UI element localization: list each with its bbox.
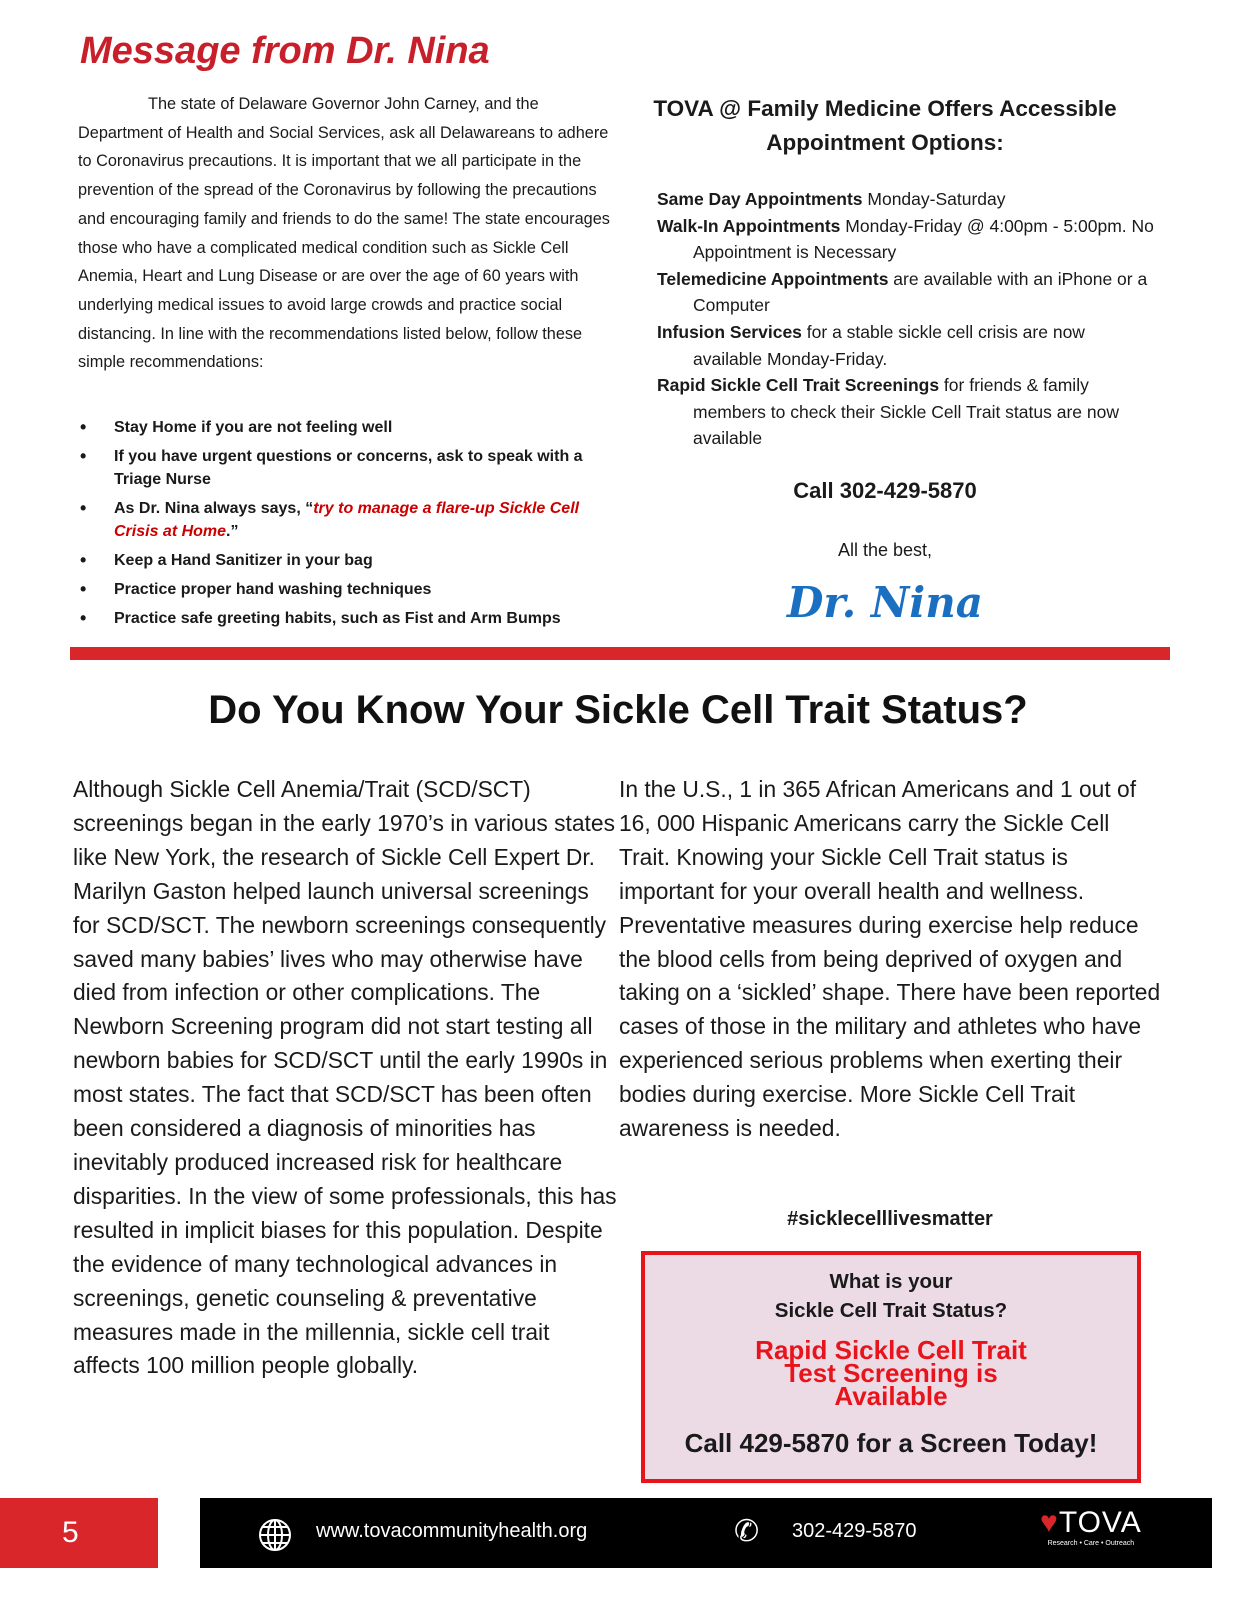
closing: All the best, <box>837 540 933 560</box>
appointment-item <box>657 319 1157 372</box>
item-text: are available with an iPhone or a Computer <box>693 268 1148 316</box>
message-title: Message from Dr. Nina <box>80 30 490 72</box>
list-item: • Practice proper hand washing techniques <box>78 578 618 601</box>
offer-line: Test Screening is <box>784 1358 998 1388</box>
signature: Dr. Nina <box>786 578 984 627</box>
article-column-left: Although Sickle Cell Anemia/Trait (SCD/SCT) screenings began in the early 1970’s in various states like New York, the research of Sickle Cell Expert Dr. Marilyn Gaston helped launch universal screenings for SCD/SCT. The newborn screenings consequently saved many babies’ lives who may otherwise have died from infection or other complications. The Newborn Screening program did not start testing all newborn babies for SCD/SCT until the early 1990s in most states. The fact that SCD/SCT has been often been considered a diagnosis of minorities has inevitably produced increased risk for healthcare disparities. In the view of some professionals, this has resulted in implicit biases for this population. Despite the evidence of many technological advances in screenings, genetic counseling & preventative measures made in the millennia, sickle cell trait affects 100 million people globally. <box>73 776 617 1379</box>
logo-tagline: Research • Care • Outreach <box>1047 1540 1135 1547</box>
quote-post: .” <box>226 523 239 540</box>
recommendations-list <box>78 416 618 636</box>
list-item: • Stay Home if you are not feeling well <box>78 416 618 439</box>
list-item: • Practice safe greeting habits, such as Fist and Arm Bumps <box>78 607 618 630</box>
offer-line: Rapid Sickle Cell Trait <box>755 1335 1027 1365</box>
appointment-item <box>657 372 1157 452</box>
heart-icon: ♥ <box>1040 1506 1059 1539</box>
appointment-item <box>657 186 1157 213</box>
appointment-item <box>657 213 1157 266</box>
item-text: for friends & family members to check their Sickle Cell Trait status are now available <box>693 375 1119 449</box>
footer-phone[interactable]: 302-429-5870 <box>792 1520 917 1542</box>
offer-line: Available <box>834 1381 948 1411</box>
intro-text: The state of Delaware Governor John Carney, and the Department of Health and Social Services, ask all Delawareans to adhere to Coronavirus precautions. It is important that we all participate in the prevention of the spread of the Coronavirus by following the precautions and encouraging family and friends to do the same! The state encourages those who have a complicated medical condition such as Sickle Cell Anemia, Heart and Lung Disease or are over the age of 60 years with underlying medical issues to avoid large crowds and practice social distancing. In line with the recommendations listed below, follow these simple recommendations: <box>78 95 610 372</box>
list-item <box>78 497 618 543</box>
item-label: Telemedicine Appointments <box>657 268 889 289</box>
item-label: Same Day Appointments <box>657 189 863 209</box>
article-heading: Do You Know Your Sickle Cell Trait Status? <box>208 688 1028 732</box>
logo-text: TOVA <box>1058 1506 1142 1539</box>
article-column-right: In the U.S., 1 in 365 African Americans and 1 out of 16, 000 Hispanic Americans carry the Sickle Cell Trait. Knowing your Sickle Cell Trait status is important for your overall health and wellness. Preventative measures during exercise help reduce the blood cells from being deprived of oxygen and taking on a ‘sickled’ shape. There have been reported cases of those in the military and athletes who have experienced serious problems when exerting their bodies during exercise. More Sickle Cell Trait awareness is needed. <box>619 776 1161 1142</box>
question-line: What is your <box>829 1270 953 1293</box>
hashtag: #sicklecelllivesmatter <box>787 1208 993 1230</box>
callout-call: Call 429-5870 for a Screen Today! <box>684 1428 1098 1458</box>
list-item: • If you have urgent questions or concerns, ask to speak with a Triage Nurse <box>78 445 618 491</box>
quote-highlight: try to manage a flare-up Sickle Cell Crisis at Home <box>114 500 580 540</box>
callout-offer <box>645 1335 1137 1411</box>
divider <box>70 647 1170 660</box>
globe-icon <box>258 1518 292 1558</box>
appointments-list <box>657 186 1157 452</box>
appointments-title: TOVA @ Family Medicine Offers Accessible Appointment Options: <box>653 96 1117 155</box>
message-intro <box>78 90 618 377</box>
quote-pre: As Dr. Nina always says, “ <box>114 500 314 517</box>
item-text: Monday-Saturday <box>862 189 1006 209</box>
question-line: Sickle Cell Trait Status? <box>774 1299 1008 1322</box>
list-item: • Keep a Hand Sanitizer in your bag <box>78 549 618 572</box>
item-label: Walk-In Appointments <box>657 215 841 236</box>
screening-callout <box>641 1251 1141 1483</box>
item-text: Monday-Friday @ 4:00pm - 5:00pm. No Appointment is Necessary <box>693 215 1154 263</box>
tova-logo <box>1040 1506 1142 1547</box>
appointment-item <box>657 266 1157 319</box>
callout-question <box>645 1267 1137 1325</box>
website-link[interactable]: www.tovacommunityhealth.org <box>316 1520 588 1542</box>
item-label: Rapid Sickle Cell Trait Screenings <box>657 375 940 396</box>
call-number: Call 302-429-5870 <box>793 478 977 503</box>
page-number: 5 <box>0 1498 158 1568</box>
footer-bar <box>200 1498 1212 1568</box>
phone-icon: ✆ <box>734 1515 760 1548</box>
item-label: Infusion Services <box>657 321 802 342</box>
item-text: for a stable sickle cell crisis are now available Monday-Friday. <box>693 321 1085 369</box>
